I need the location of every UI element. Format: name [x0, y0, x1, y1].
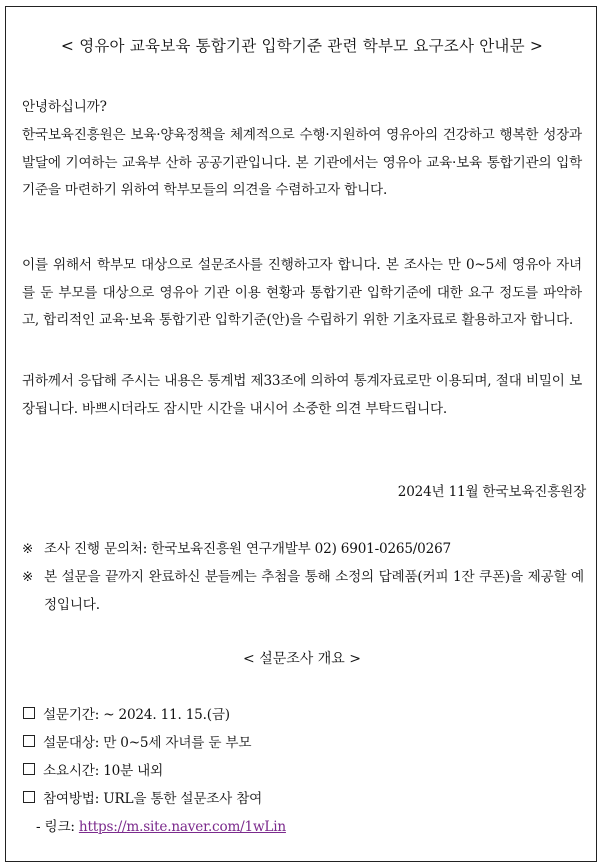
note-contact [22, 536, 584, 564]
overview-title: < 설문조사 개요 > [243, 651, 361, 667]
signature: 2024년 11월 한국보육진흥원장 [397, 484, 586, 500]
reference-mark-icon: ※ [22, 569, 34, 585]
overview-item-text: 소요시간: 10분 내외 [43, 763, 164, 779]
survey-link-row [36, 815, 286, 835]
paragraph-intro: 한국보육진흥원은 보육·양육정책을 체계적으로 수행·지원하여 영유아의 건강하고 행복한 성장과 발달에 기여하는 교육부 산하 공공기관입니다. 본 기관에서는 영유아 교육·보육 통합기관의 입학기준을 마련하기 위하여 학부모들의 의견을 수렴하고자 합니다. [22, 127, 582, 198]
note-reward [22, 564, 584, 619]
note-text: 본 설문을 끝까지 완료하신 분들께는 추첨을 통해 소정의 답례품(커피 1잔 쿠폰)을 제공할 예정입니다. [44, 569, 584, 613]
overview-item-target [22, 731, 251, 751]
overview-item-period [22, 703, 230, 723]
paragraph-purpose: 이를 위해서 학부모 대상으로 설문조사를 진행하고자 합니다. 본 조사는 만 0~5세 영유아 자녀를 둔 부모를 대상으로 영유아 기관 이용 현황과 통합기관 입학기준에 대한 요구 정도를 파악하고, 합리적인 교육·보육 통합기관 입학기준(안)을 수립하기 위한 기초자료로 활용하고자 합니다. [22, 257, 582, 328]
overview-item-method [22, 787, 262, 807]
overview-item-duration [22, 759, 163, 779]
checkbox-square-icon [23, 791, 35, 803]
overview-item-text: 설문대상: 만 0~5세 자녀를 둔 부모 [43, 735, 252, 751]
note-text: 조사 진행 문의처: 한국보육진흥원 연구개발부 02) 6901-0265/0267 [44, 541, 451, 557]
paragraph-privacy: 귀하께서 응답해 주시는 내용은 통계법 제33조에 의하여 통계자료로만 이용되며, 절대 비밀이 보장됩니다. 바쁘시더라도 잠시만 시간을 내시어 소중한 의견 부탁드립니다. [22, 373, 582, 417]
overview-item-text: 참여방법: URL을 통한 설문조사 참여 [43, 791, 263, 807]
checkbox-square-icon [23, 707, 35, 719]
survey-link[interactable]: https://m.site.naver.com/1wLin [78, 819, 286, 835]
checkbox-square-icon [23, 735, 35, 747]
greeting: 안녕하십니까? [22, 99, 107, 115]
link-prefix: - 링크: [36, 819, 79, 835]
document-title: < 영유아 교육보육 통합기관 입학기준 관련 학부모 요구조사 안내문 > [60, 37, 544, 55]
reference-mark-icon: ※ [22, 541, 34, 557]
checkbox-square-icon [23, 763, 35, 775]
overview-item-text: 설문기간: ~ 2024. 11. 15.(금) [43, 707, 230, 723]
